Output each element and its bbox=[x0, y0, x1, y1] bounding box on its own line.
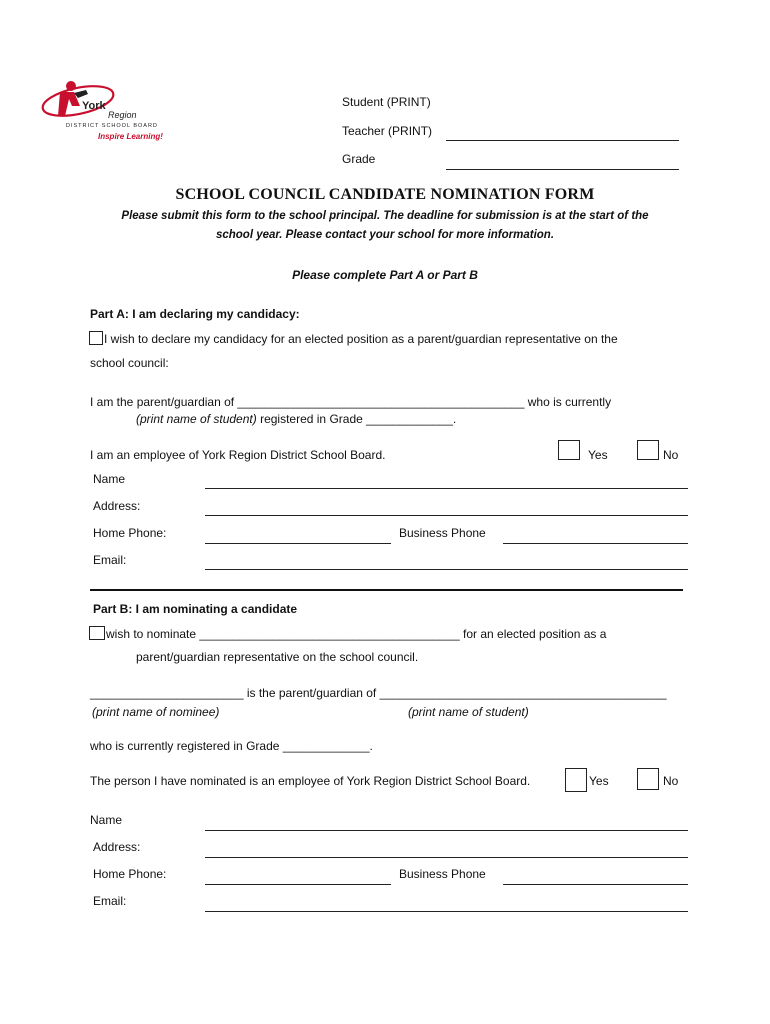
part-a-student-hint: (print name of student) bbox=[136, 412, 257, 426]
part-b-name-label: Name bbox=[90, 813, 123, 827]
logo-region-text: Region bbox=[108, 110, 137, 120]
teacher-print-field[interactable] bbox=[446, 140, 679, 141]
part-a-yes-checkbox[interactable] bbox=[558, 440, 580, 460]
part-a-heading: Part A: I am declaring my candidacy: bbox=[90, 307, 300, 321]
grade-field[interactable] bbox=[446, 169, 679, 170]
part-a-no-label: No bbox=[663, 448, 679, 462]
part-b-email-field[interactable] bbox=[205, 911, 688, 912]
york-region-logo bbox=[38, 76, 168, 148]
declare-candidacy-checkbox[interactable] bbox=[89, 331, 103, 345]
part-b-address-field[interactable] bbox=[205, 857, 688, 858]
part-b-grade-line: who is currently registered in Grade _____________. bbox=[90, 739, 373, 753]
teacher-print-label: Teacher (PRINT) bbox=[342, 124, 433, 138]
part-b-email-label: Email: bbox=[93, 894, 127, 908]
part-b-business-phone-field[interactable] bbox=[503, 884, 688, 885]
part-a-home-phone-label: Home Phone: bbox=[93, 526, 167, 540]
part-a-address-field[interactable] bbox=[205, 515, 688, 516]
section-divider bbox=[90, 589, 683, 591]
part-a-name-field[interactable] bbox=[205, 488, 688, 489]
part-b-employee-question: The person I have nominated is an employee of York Region District School Board. bbox=[90, 774, 531, 788]
part-b-heading: Part B: I am nominating a candidate bbox=[93, 602, 298, 616]
part-b-no-checkbox[interactable] bbox=[637, 768, 659, 790]
part-a-email-field[interactable] bbox=[205, 569, 688, 570]
part-a-home-phone-field[interactable] bbox=[205, 543, 391, 544]
page-title: SCHOOL COUNCIL CANDIDATE NOMINATION FORM bbox=[175, 186, 595, 203]
logo-board-text: DISTRICT SCHOOL BOARD bbox=[66, 123, 158, 129]
part-a-name-label: Name bbox=[93, 472, 126, 486]
part-b-address-label: Address: bbox=[93, 840, 141, 854]
part-b-home-phone-label: Home Phone: bbox=[93, 867, 167, 881]
part-a-email-label: Email: bbox=[93, 553, 127, 567]
part-b-student-hint: (print name of student) bbox=[408, 705, 529, 719]
part-a-no-checkbox[interactable] bbox=[637, 440, 659, 460]
instructions-line-2: school year. Please contact your school for more information. bbox=[215, 229, 555, 241]
part-b-no-label: No bbox=[663, 774, 679, 788]
part-a-parent-line: I am the parent/guardian of ___________________________________________ who is currently bbox=[90, 395, 612, 409]
logo-tagline: Inspire Learning! bbox=[98, 132, 163, 141]
instructions-line-1: Please submit this form to the school principal. The deadline for submission is at the start of the bbox=[121, 210, 649, 222]
part-b-yes-checkbox[interactable] bbox=[565, 768, 587, 792]
part-a-business-phone-field[interactable] bbox=[503, 543, 688, 544]
part-b-home-phone-field[interactable] bbox=[205, 884, 391, 885]
part-b-nominate-line: wish to nominate _______________________________________ for an elected position as a bbox=[106, 627, 607, 641]
logo-york-text: York bbox=[82, 100, 106, 112]
complete-note: Please complete Part A or Part B bbox=[292, 268, 478, 282]
part-a-employee-question: I am an employee of York Region District School Board. bbox=[90, 448, 386, 462]
declare-line-2: school council: bbox=[90, 356, 169, 370]
part-a-yes-label: Yes bbox=[588, 448, 608, 462]
part-b-business-phone-label: Business Phone bbox=[399, 867, 486, 881]
student-print-label: Student (PRINT) bbox=[342, 95, 431, 109]
part-a-student-hint-row bbox=[136, 412, 456, 426]
nominate-checkbox[interactable] bbox=[89, 626, 105, 640]
part-b-nominee-hint: (print name of nominee) bbox=[92, 705, 220, 719]
part-a-grade-line: registered in Grade _____________. bbox=[256, 412, 457, 426]
grade-label: Grade bbox=[342, 152, 376, 166]
part-b-name-field[interactable] bbox=[205, 830, 688, 831]
declare-line-1: I wish to declare my candidacy for an elected position as a parent/guardian representative on the bbox=[104, 332, 618, 346]
part-b-yes-label: Yes bbox=[589, 774, 609, 788]
part-a-address-label: Address: bbox=[93, 499, 141, 513]
part-b-nominate-line-2: parent/guardian representative on the school council. bbox=[136, 650, 419, 664]
part-b-parent-of-line: _______________________ is the parent/guardian of ___________________________________________ bbox=[90, 686, 667, 700]
part-a-business-phone-label: Business Phone bbox=[399, 526, 486, 540]
